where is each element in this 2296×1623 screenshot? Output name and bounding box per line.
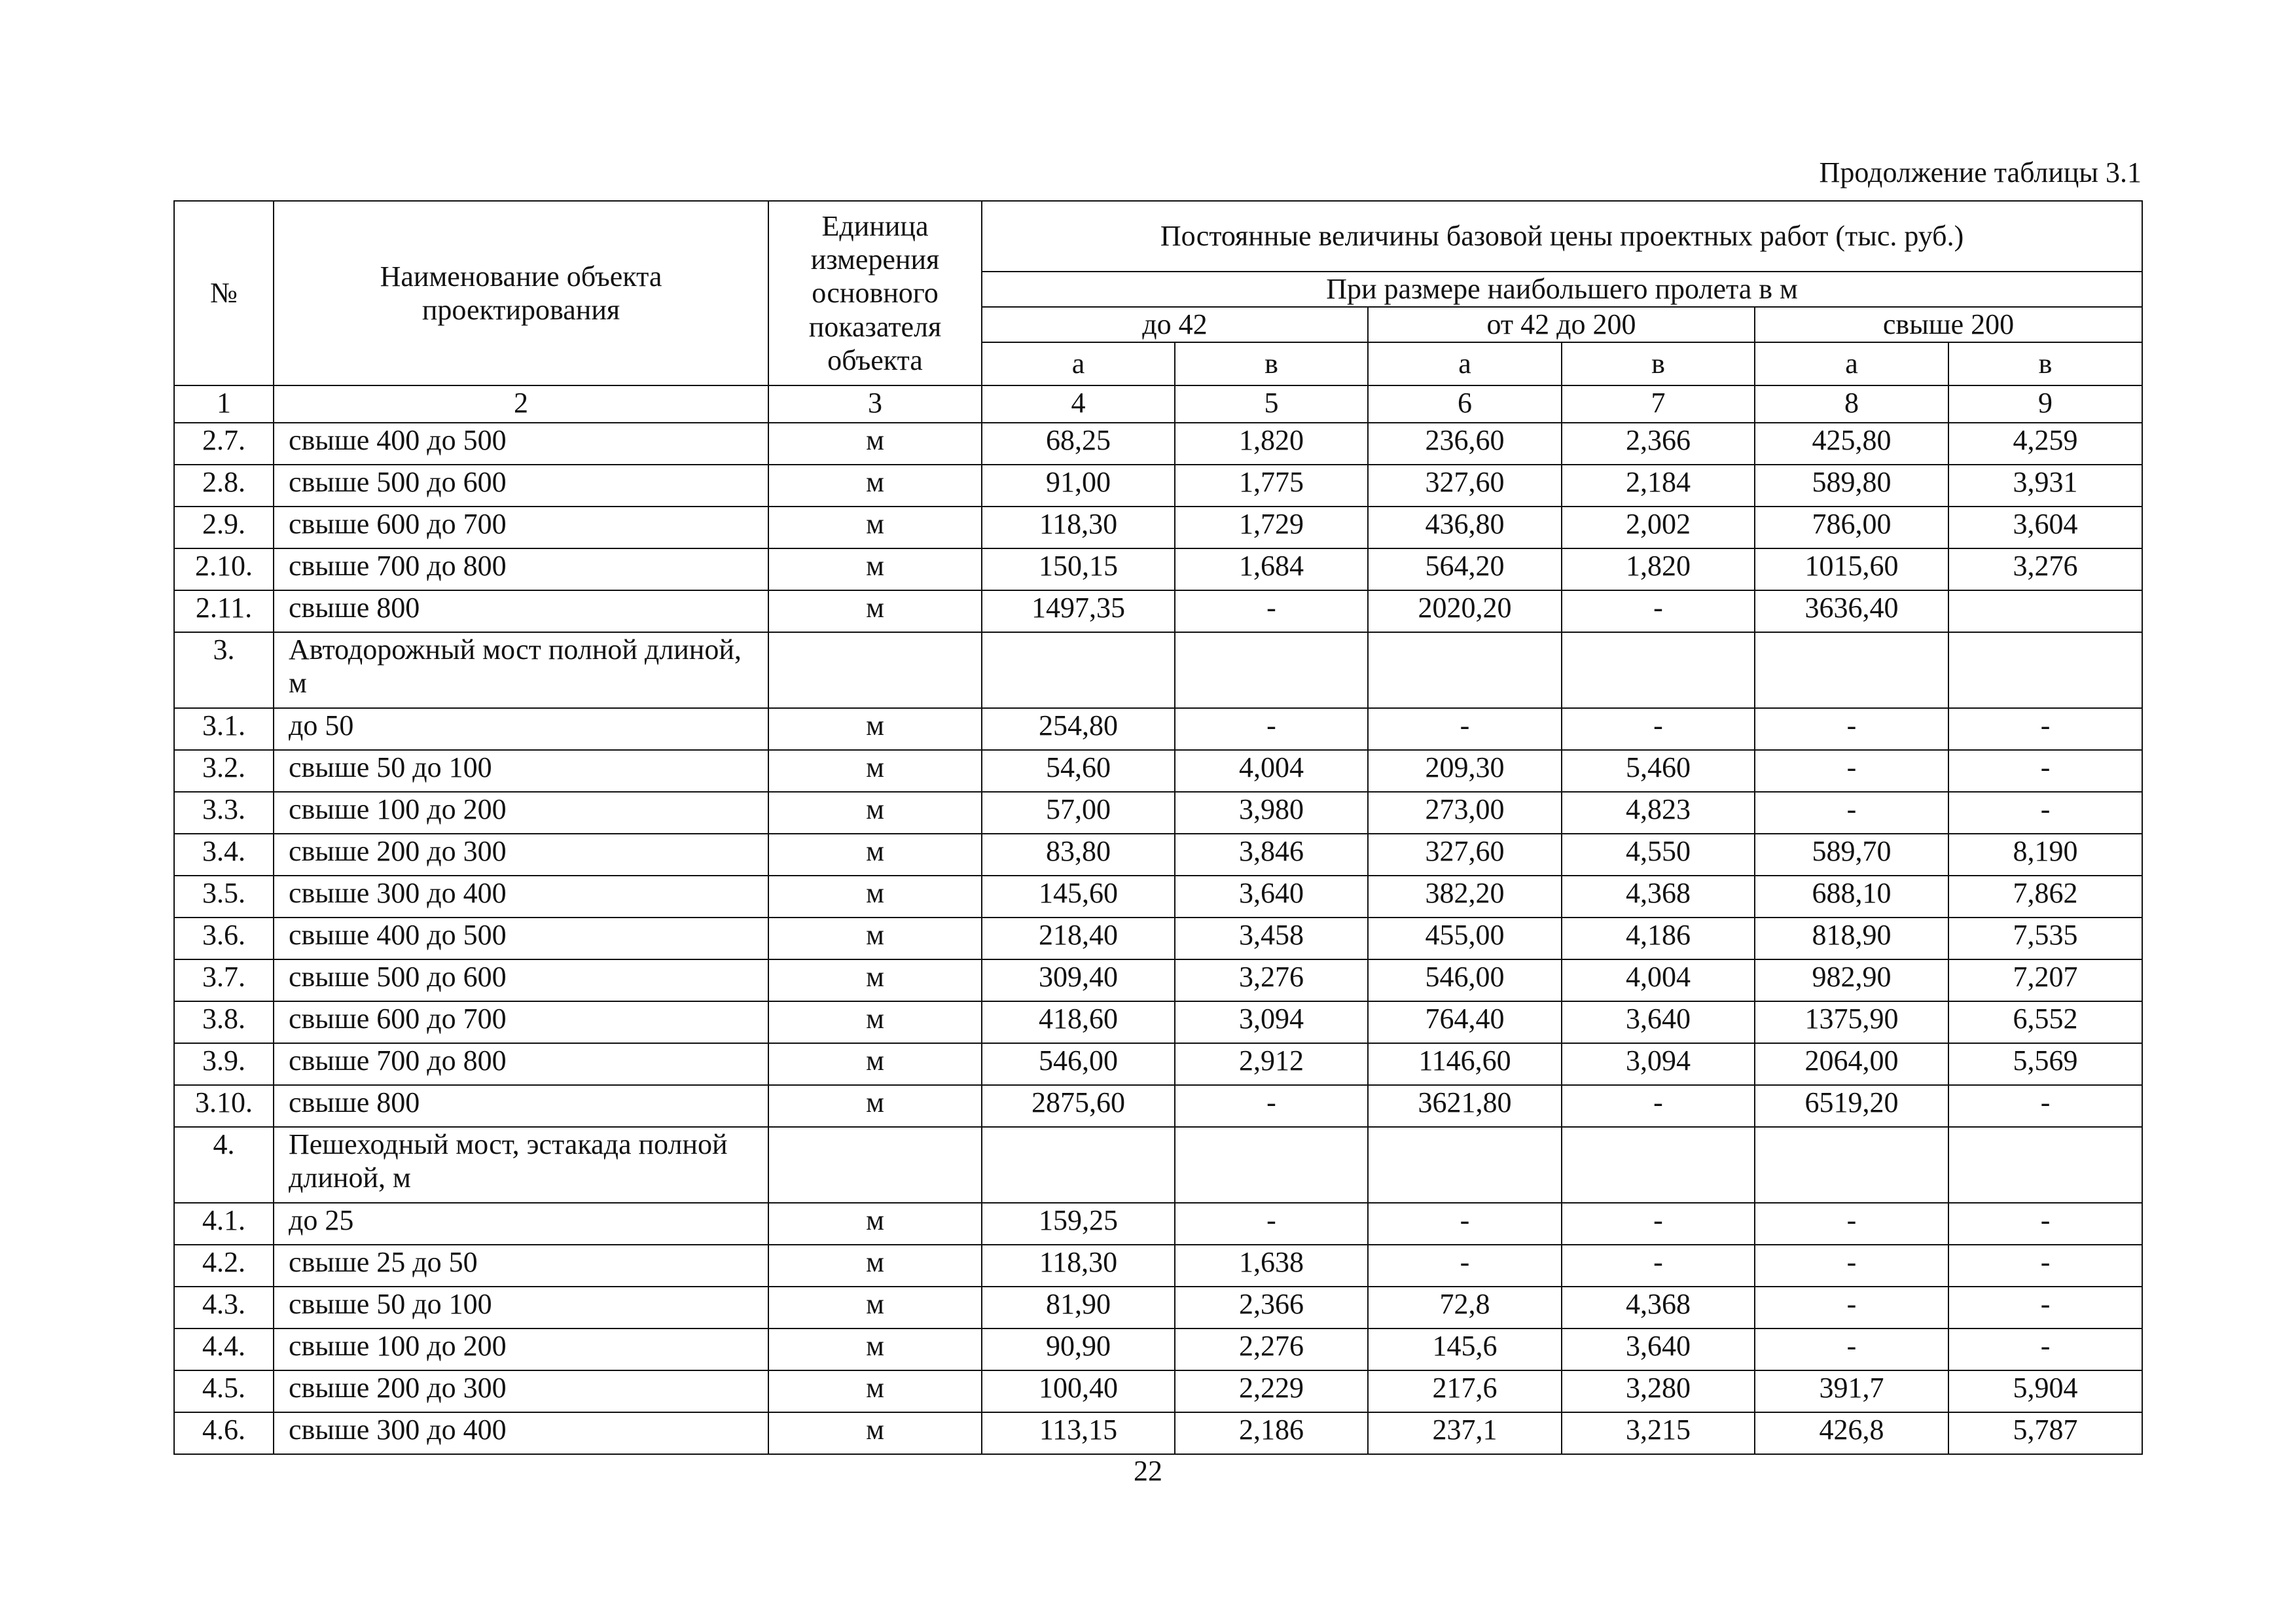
- value-cell: 7,207: [1948, 959, 2142, 1001]
- header-a: а: [982, 342, 1175, 385]
- value-cell: 564,20: [1368, 548, 1562, 590]
- unit-cell: м: [768, 1043, 982, 1085]
- row-number: 2.10.: [174, 548, 274, 590]
- value-cell: [1948, 590, 2142, 632]
- table-row: [174, 1329, 2142, 1370]
- value-cell: 436,80: [1368, 507, 1562, 548]
- value-cell: 236,60: [1368, 423, 1562, 465]
- header-a: а: [1368, 342, 1562, 385]
- value-cell: 1015,60: [1755, 548, 1948, 590]
- value-cell: 3,215: [1562, 1412, 1755, 1454]
- value-cell: [1175, 1127, 1368, 1203]
- column-numbers-row: [174, 385, 2142, 423]
- value-cell: -: [1948, 1203, 2142, 1245]
- value-cell: -: [1948, 1085, 2142, 1127]
- value-cell: 5,787: [1948, 1412, 2142, 1454]
- value-cell: 218,40: [982, 918, 1175, 959]
- row-number: 2.8.: [174, 465, 274, 507]
- value-cell: 546,00: [1368, 959, 1562, 1001]
- value-cell: 4,004: [1175, 750, 1368, 792]
- object-name: свыше 50 до 100: [274, 1287, 768, 1329]
- value-cell: -: [1755, 708, 1948, 750]
- value-cell: 3,931: [1948, 465, 2142, 507]
- table-row: [174, 1245, 2142, 1287]
- value-cell: -: [1562, 1203, 1755, 1245]
- column-number: 3: [768, 385, 982, 423]
- table-row: [174, 1370, 2142, 1412]
- value-cell: 8,190: [1948, 834, 2142, 876]
- value-cell: 3,276: [1175, 959, 1368, 1001]
- value-cell: [982, 1127, 1175, 1203]
- value-cell: 145,6: [1368, 1329, 1562, 1370]
- table-body: [174, 423, 2142, 1454]
- table-row: [174, 465, 2142, 507]
- value-cell: 3,640: [1562, 1329, 1755, 1370]
- value-cell: -: [1175, 1085, 1368, 1127]
- value-cell: 3636,40: [1755, 590, 1948, 632]
- value-cell: 100,40: [982, 1370, 1175, 1412]
- object-name: до 50: [274, 708, 768, 750]
- value-cell: 159,25: [982, 1203, 1175, 1245]
- value-cell: 90,90: [982, 1329, 1175, 1370]
- value-cell: 217,6: [1368, 1370, 1562, 1412]
- row-number: 3.2.: [174, 750, 274, 792]
- table-row: [174, 792, 2142, 834]
- row-number: 3.7.: [174, 959, 274, 1001]
- column-number: 9: [1948, 385, 2142, 423]
- row-number: 2.11.: [174, 590, 274, 632]
- value-cell: 1,820: [1175, 423, 1368, 465]
- value-cell: -: [1755, 1329, 1948, 1370]
- value-cell: 3,640: [1175, 876, 1368, 918]
- table-row: [174, 1287, 2142, 1329]
- unit-cell: м: [768, 1329, 982, 1370]
- column-number: 7: [1562, 385, 1755, 423]
- row-number: 3.5.: [174, 876, 274, 918]
- table-row: [174, 1043, 2142, 1085]
- unit-cell: м: [768, 465, 982, 507]
- row-number: 3.3.: [174, 792, 274, 834]
- value-cell: 68,25: [982, 423, 1175, 465]
- value-cell: 81,90: [982, 1287, 1175, 1329]
- table-row: [174, 959, 2142, 1001]
- value-cell: 2,184: [1562, 465, 1755, 507]
- object-name: свыше 600 до 700: [274, 1001, 768, 1043]
- value-cell: [1755, 632, 1948, 708]
- value-cell: 5,460: [1562, 750, 1755, 792]
- object-name: свыше 200 до 300: [274, 1370, 768, 1412]
- header-span-up-to-42: до 42: [982, 307, 1368, 342]
- value-cell: 1146,60: [1368, 1043, 1562, 1085]
- object-name: Автодорожный мост полной длиной, м: [274, 632, 768, 708]
- value-cell: 2020,20: [1368, 590, 1562, 632]
- value-cell: -: [1755, 1203, 1948, 1245]
- value-cell: 3,640: [1562, 1001, 1755, 1043]
- unit-cell: м: [768, 1287, 982, 1329]
- value-cell: 72,8: [1368, 1287, 1562, 1329]
- header-b: в: [1948, 342, 2142, 385]
- unit-cell: м: [768, 959, 982, 1001]
- row-number: 4.: [174, 1127, 274, 1203]
- value-cell: -: [1368, 708, 1562, 750]
- row-number: 4.4.: [174, 1329, 274, 1370]
- row-number: 4.6.: [174, 1412, 274, 1454]
- object-name: свыше 500 до 600: [274, 959, 768, 1001]
- value-cell: -: [1948, 1329, 2142, 1370]
- value-cell: 4,004: [1562, 959, 1755, 1001]
- header-span-title: При размере наибольшего пролета в м: [982, 272, 2142, 307]
- value-cell: -: [1948, 750, 2142, 792]
- unit-cell: м: [768, 750, 982, 792]
- row-number: 4.2.: [174, 1245, 274, 1287]
- header-b: в: [1562, 342, 1755, 385]
- unit-cell: [768, 1127, 982, 1203]
- table-row: [174, 1203, 2142, 1245]
- value-cell: 1,775: [1175, 465, 1368, 507]
- value-cell: 818,90: [1755, 918, 1948, 959]
- value-cell: [1562, 632, 1755, 708]
- value-cell: 382,20: [1368, 876, 1562, 918]
- unit-cell: м: [768, 590, 982, 632]
- value-cell: 3,280: [1562, 1370, 1755, 1412]
- unit-cell: м: [768, 1370, 982, 1412]
- table-row: [174, 548, 2142, 590]
- header-b: в: [1175, 342, 1368, 385]
- header-object-name: Наименование объекта проектирования: [274, 201, 768, 385]
- object-name: свыше 500 до 600: [274, 465, 768, 507]
- value-cell: 2,276: [1175, 1329, 1368, 1370]
- object-name: свыше 400 до 500: [274, 918, 768, 959]
- value-cell: 4,368: [1562, 1287, 1755, 1329]
- row-number: 3.6.: [174, 918, 274, 959]
- value-cell: 237,1: [1368, 1412, 1562, 1454]
- value-cell: 688,10: [1755, 876, 1948, 918]
- value-cell: -: [1755, 1245, 1948, 1287]
- page-number: 22: [1134, 1455, 1162, 1487]
- object-name: свыше 700 до 800: [274, 1043, 768, 1085]
- value-cell: 54,60: [982, 750, 1175, 792]
- value-cell: 2,912: [1175, 1043, 1368, 1085]
- row-number: 4.3.: [174, 1287, 274, 1329]
- object-name: свыше 600 до 700: [274, 507, 768, 548]
- value-cell: -: [1175, 590, 1368, 632]
- value-cell: 3,604: [1948, 507, 2142, 548]
- unit-cell: м: [768, 1203, 982, 1245]
- table-caption: Продолжение таблицы 3.1: [1819, 156, 2142, 188]
- value-cell: -: [1948, 1287, 2142, 1329]
- value-cell: 1,684: [1175, 548, 1368, 590]
- value-cell: 786,00: [1755, 507, 1948, 548]
- column-number: 5: [1175, 385, 1368, 423]
- unit-cell: м: [768, 792, 982, 834]
- table-row: [174, 1085, 2142, 1127]
- value-cell: [982, 632, 1175, 708]
- object-name: свыше 800: [274, 1085, 768, 1127]
- row-number: 3.1.: [174, 708, 274, 750]
- column-number: 4: [982, 385, 1175, 423]
- row-number: 3.4.: [174, 834, 274, 876]
- value-cell: -: [1562, 1245, 1755, 1287]
- object-name: свыше 100 до 200: [274, 792, 768, 834]
- value-cell: 83,80: [982, 834, 1175, 876]
- value-cell: 3,846: [1175, 834, 1368, 876]
- unit-cell: м: [768, 548, 982, 590]
- value-cell: -: [1755, 792, 1948, 834]
- value-cell: -: [1755, 750, 1948, 792]
- object-name: свыше 200 до 300: [274, 834, 768, 876]
- value-cell: 113,15: [982, 1412, 1175, 1454]
- column-number: 6: [1368, 385, 1562, 423]
- object-name: свыше 700 до 800: [274, 548, 768, 590]
- value-cell: -: [1368, 1203, 1562, 1245]
- object-name: свыше 300 до 400: [274, 876, 768, 918]
- value-cell: 546,00: [982, 1043, 1175, 1085]
- unit-cell: м: [768, 918, 982, 959]
- value-cell: -: [1948, 1245, 2142, 1287]
- value-cell: [1368, 1127, 1562, 1203]
- value-cell: 91,00: [982, 465, 1175, 507]
- value-cell: -: [1562, 1085, 1755, 1127]
- header-span-over-200: свыше 200: [1755, 307, 2142, 342]
- header-number: №: [174, 201, 274, 385]
- value-cell: 209,30: [1368, 750, 1562, 792]
- value-cell: 425,80: [1755, 423, 1948, 465]
- unit-cell: [768, 632, 982, 708]
- row-number: 3.8.: [174, 1001, 274, 1043]
- value-cell: 4,550: [1562, 834, 1755, 876]
- unit-cell: м: [768, 507, 982, 548]
- unit-cell: м: [768, 1245, 982, 1287]
- object-name: свыше 50 до 100: [274, 750, 768, 792]
- unit-cell: м: [768, 1001, 982, 1043]
- value-cell: 589,80: [1755, 465, 1948, 507]
- value-cell: [1175, 632, 1368, 708]
- value-cell: 118,30: [982, 1245, 1175, 1287]
- table-row: [174, 590, 2142, 632]
- unit-cell: м: [768, 1085, 982, 1127]
- value-cell: -: [1948, 708, 2142, 750]
- value-cell: 6519,20: [1755, 1085, 1948, 1127]
- object-name: свыше 25 до 50: [274, 1245, 768, 1287]
- table-row: [174, 1127, 2142, 1203]
- row-number: 2.9.: [174, 507, 274, 548]
- value-cell: 7,862: [1948, 876, 2142, 918]
- object-name: свыше 800: [274, 590, 768, 632]
- row-number: 4.5.: [174, 1370, 274, 1412]
- value-cell: [1948, 1127, 2142, 1203]
- unit-cell: м: [768, 834, 982, 876]
- value-cell: 254,80: [982, 708, 1175, 750]
- value-cell: 3,094: [1175, 1001, 1368, 1043]
- value-cell: -: [1175, 1203, 1368, 1245]
- table-row: [174, 1001, 2142, 1043]
- table-row: [174, 918, 2142, 959]
- value-cell: 2875,60: [982, 1085, 1175, 1127]
- value-cell: 3,458: [1175, 918, 1368, 959]
- value-cell: -: [1562, 708, 1755, 750]
- value-cell: 4,368: [1562, 876, 1755, 918]
- value-cell: 589,70: [1755, 834, 1948, 876]
- row-number: 3.10.: [174, 1085, 274, 1127]
- value-cell: 2,002: [1562, 507, 1755, 548]
- value-cell: 145,60: [982, 876, 1175, 918]
- value-cell: [1368, 632, 1562, 708]
- value-cell: 309,40: [982, 959, 1175, 1001]
- unit-cell: м: [768, 1412, 982, 1454]
- value-cell: 2064,00: [1755, 1043, 1948, 1085]
- value-cell: 5,569: [1948, 1043, 2142, 1085]
- value-cell: 2,186: [1175, 1412, 1368, 1454]
- value-cell: -: [1755, 1287, 1948, 1329]
- value-cell: 327,60: [1368, 834, 1562, 876]
- value-cell: -: [1175, 708, 1368, 750]
- value-cell: 3,980: [1175, 792, 1368, 834]
- table-row: [174, 632, 2142, 708]
- value-cell: 4,823: [1562, 792, 1755, 834]
- table-row: [174, 507, 2142, 548]
- column-number: 1: [174, 385, 274, 423]
- value-cell: 327,60: [1368, 465, 1562, 507]
- value-cell: -: [1368, 1245, 1562, 1287]
- table-row: [174, 750, 2142, 792]
- value-cell: 118,30: [982, 507, 1175, 548]
- value-cell: 273,00: [1368, 792, 1562, 834]
- header-span-42-to-200: от 42 до 200: [1368, 307, 1755, 342]
- value-cell: 150,15: [982, 548, 1175, 590]
- unit-cell: м: [768, 423, 982, 465]
- value-cell: 1,820: [1562, 548, 1755, 590]
- unit-cell: м: [768, 876, 982, 918]
- value-cell: 455,00: [1368, 918, 1562, 959]
- value-cell: 764,40: [1368, 1001, 1562, 1043]
- table-row: [174, 423, 2142, 465]
- value-cell: 982,90: [1755, 959, 1948, 1001]
- value-cell: 6,552: [1948, 1001, 2142, 1043]
- value-cell: 2,366: [1562, 423, 1755, 465]
- value-cell: 418,60: [982, 1001, 1175, 1043]
- table-row: [174, 1412, 2142, 1454]
- table-row: [174, 876, 2142, 918]
- value-cell: 2,366: [1175, 1287, 1368, 1329]
- table-row: [174, 834, 2142, 876]
- price-table: [173, 200, 2143, 1455]
- table-header: [174, 201, 2142, 423]
- row-number: 3.: [174, 632, 274, 708]
- value-cell: [1948, 632, 2142, 708]
- header-a: а: [1755, 342, 1948, 385]
- value-cell: 1375,90: [1755, 1001, 1948, 1043]
- value-cell: 3621,80: [1368, 1085, 1562, 1127]
- value-cell: 3,276: [1948, 548, 2142, 590]
- row-number: 2.7.: [174, 423, 274, 465]
- object-name: свыше 400 до 500: [274, 423, 768, 465]
- header-base-price-group: Постоянные величины базовой цены проектных работ (тыс. руб.): [982, 201, 2142, 272]
- value-cell: 426,8: [1755, 1412, 1948, 1454]
- value-cell: 1497,35: [982, 590, 1175, 632]
- table-row: [174, 708, 2142, 750]
- object-name: Пешеходный мост, эстакада полной длиной, м: [274, 1127, 768, 1203]
- row-number: 3.9.: [174, 1043, 274, 1085]
- value-cell: 2,229: [1175, 1370, 1368, 1412]
- value-cell: [1562, 1127, 1755, 1203]
- unit-cell: м: [768, 708, 982, 750]
- object-name: свыше 100 до 200: [274, 1329, 768, 1370]
- value-cell: 4,259: [1948, 423, 2142, 465]
- value-cell: 391,7: [1755, 1370, 1948, 1412]
- header-unit: Единица измерения основного показателя объекта: [768, 201, 982, 385]
- object-name: до 25: [274, 1203, 768, 1245]
- value-cell: 3,094: [1562, 1043, 1755, 1085]
- value-cell: 1,638: [1175, 1245, 1368, 1287]
- value-cell: -: [1562, 590, 1755, 632]
- row-number: 4.1.: [174, 1203, 274, 1245]
- object-name: свыше 300 до 400: [274, 1412, 768, 1454]
- value-cell: 4,186: [1562, 918, 1755, 959]
- value-cell: 7,535: [1948, 918, 2142, 959]
- column-number: 8: [1755, 385, 1948, 423]
- value-cell: [1755, 1127, 1948, 1203]
- value-cell: 57,00: [982, 792, 1175, 834]
- value-cell: -: [1948, 792, 2142, 834]
- value-cell: 5,904: [1948, 1370, 2142, 1412]
- value-cell: 1,729: [1175, 507, 1368, 548]
- column-number: 2: [274, 385, 768, 423]
